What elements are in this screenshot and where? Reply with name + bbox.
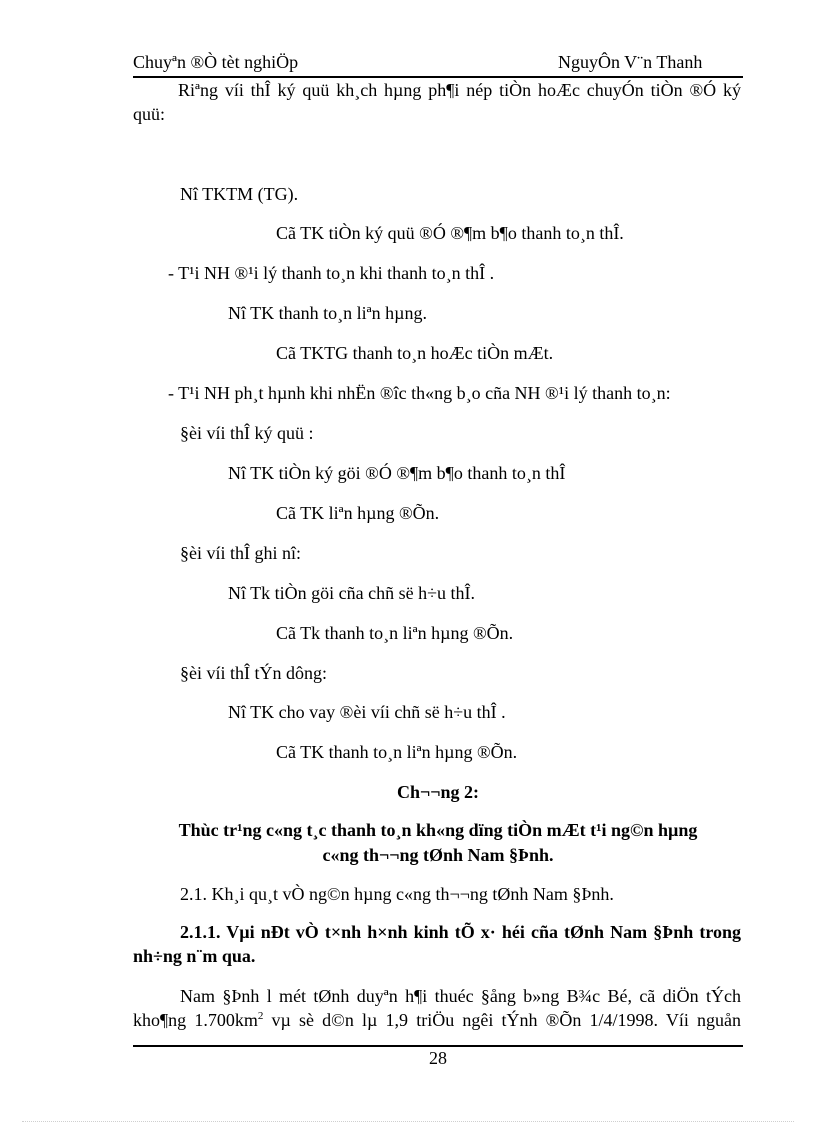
paragraph-line: quü:: [133, 104, 166, 124]
superscript: 2: [257, 1010, 264, 1022]
population-text: vµ sè d©n lµ 1,9 triÖu ngêi tÝnh ®Õn 1/4/1998. Víi nguån: [263, 1010, 741, 1030]
paragraph-line: [133, 1010, 741, 1031]
subsection-heading-line: nh÷ng n¨m qua.: [133, 946, 256, 966]
subsection-heading-line: 2.1.1. Vµi nÐt vÒ t×nh h×nh kinh tÕ x· héi cña tØnh Nam §Þnh trong: [180, 922, 741, 942]
entry-line: Cã TK tiÒn ký quü ®Ó ®¶m b¶o thanh to¸n thÎ.: [276, 223, 624, 243]
page-edge-divider: [22, 1121, 794, 1122]
entry-line: Cã TKTG thanh to¸n hoÆc tiÒn mÆt.: [276, 343, 554, 363]
entry-line: - T¹i NH ®¹i lý thanh to¸n khi thanh to¸n thÎ .: [168, 263, 495, 283]
entry-line: §èi víi thÎ tÝn dông:: [180, 663, 327, 683]
entry-line: Nî TK thanh to¸n liªn hµng.: [228, 303, 427, 323]
entry-line: - T¹i NH ph¸t hµnh khi nhËn ®îc th«ng b¸o cña NH ®¹i lý thanh to¸n:: [168, 383, 671, 403]
paragraph-line: Nam §Þnh l mét tØnh duyªn h¶i thuéc §ång b»ng B¾c Bé, cã diÖn tÝch: [180, 986, 741, 1006]
page-number: 28: [429, 1048, 447, 1068]
entry-line: Nî Tk tiÒn göi cña chñ së h÷u thÎ.: [228, 583, 476, 603]
entry-line: §èi víi thÎ ghi nî:: [180, 543, 301, 563]
header-rule: [133, 76, 743, 78]
chapter-heading: Ch¬¬ng 2:: [396, 782, 480, 802]
header-document-title: Chuyªn ®Ò tèt nghiÖp: [133, 52, 299, 72]
header-author-name: NguyÔn V¨n Thanh: [558, 52, 703, 72]
paragraph-line: Riªng víi thÎ ký quü kh¸ch hµng ph¶i nép tiÒn hoÆc chuyÓn tiÒn ®Ó ký: [178, 80, 741, 100]
footer-rule: [133, 1045, 743, 1047]
chapter-title-line: c«ng th¬¬ng tØnh Nam §Þnh.: [322, 845, 554, 865]
entry-line: §èi víi thÎ ký quü :: [180, 423, 314, 443]
entry-line: Cã TK liªn hµng ®Õn.: [276, 503, 440, 523]
entry-line: Cã Tk thanh to¸n liªn hµng ®Õn.: [276, 623, 514, 643]
entry-line: Cã TK thanh to¸n liªn hµng ®Õn.: [276, 742, 518, 762]
entry-line: Nî TK cho vay ®èi víi chñ së h÷u thÎ .: [228, 702, 506, 722]
entry-line: Nî TK tiÒn ký göi ®Ó ®¶m b¶o thanh to¸n thÎ: [228, 463, 566, 483]
area-text: kho¶ng 1.700km: [133, 1010, 258, 1030]
chapter-title-line: Thùc tr¹ng c«ng t¸c thanh to¸n kh«ng dïng tiÒn mÆt t¹i ng©n hµng: [178, 820, 698, 840]
section-heading: 2.1. Kh¸i qu¸t vÒ ng©n hµng c«ng th¬¬ng tØnh Nam §Þnh.: [180, 884, 614, 904]
entry-line: Nî TKTM (TG).: [180, 184, 299, 204]
